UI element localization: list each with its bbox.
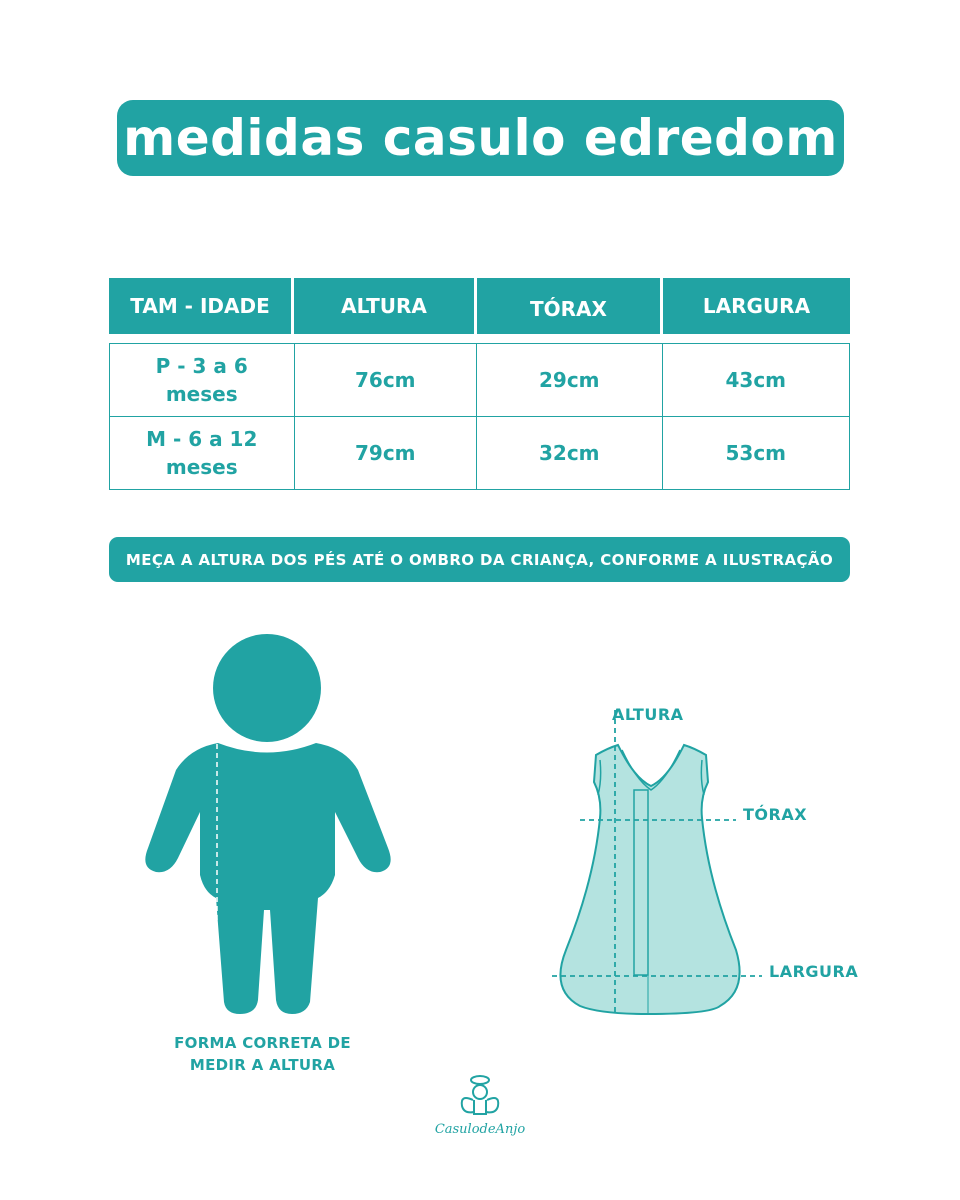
caption-line: FORMA CORRETA DE: [174, 1034, 351, 1052]
label-altura: ALTURA: [612, 705, 684, 724]
angel-logo-icon: [430, 1072, 530, 1120]
torax-cell: 29cm: [477, 344, 663, 416]
brand-logo: [430, 1072, 530, 1147]
largura-cell: 53cm: [725, 441, 787, 465]
torax-cell: 32cm: [477, 417, 663, 489]
caption-line: MEDIR A ALTURA: [189, 1056, 336, 1074]
label-largura: LARGURA: [769, 962, 859, 981]
label-torax: TÓRAX: [743, 805, 808, 824]
size-line: meses: [165, 382, 238, 406]
instruction-banner: [109, 537, 850, 582]
header-altura: ALTURA: [294, 278, 477, 334]
page-title: medidas casulo edredom: [123, 109, 838, 167]
logo-text: CasulodeAnjo: [434, 1122, 526, 1137]
title-banner: [117, 100, 844, 176]
header-largura: LARGURA: [702, 294, 811, 318]
largura-cell: 43cm: [725, 368, 787, 392]
table-row: [110, 344, 849, 417]
size-table: [109, 278, 850, 490]
size-line: P - 3 a 6: [155, 354, 248, 378]
table-header-row: [109, 278, 850, 334]
instruction-text: MEÇA A ALTURA DOS PÉS ATÉ O OMBRO DA CRIANÇA, CONFORME A ILUSTRAÇÃO: [125, 550, 834, 569]
size-line: M - 6 a 12: [146, 427, 258, 451]
table-body: [109, 343, 850, 490]
altura-cell: 79cm: [295, 417, 478, 489]
child-silhouette-icon: [130, 630, 410, 1030]
size-cell: [110, 417, 295, 489]
altura-cell: 76cm: [295, 344, 478, 416]
size-cell: [110, 344, 295, 416]
table-row: [110, 417, 849, 490]
child-caption: [150, 1032, 375, 1076]
header-tam-idade: TAM - IDADE: [109, 278, 294, 334]
size-line: meses: [165, 455, 238, 479]
header-torax: TÓRAX: [477, 278, 663, 334]
